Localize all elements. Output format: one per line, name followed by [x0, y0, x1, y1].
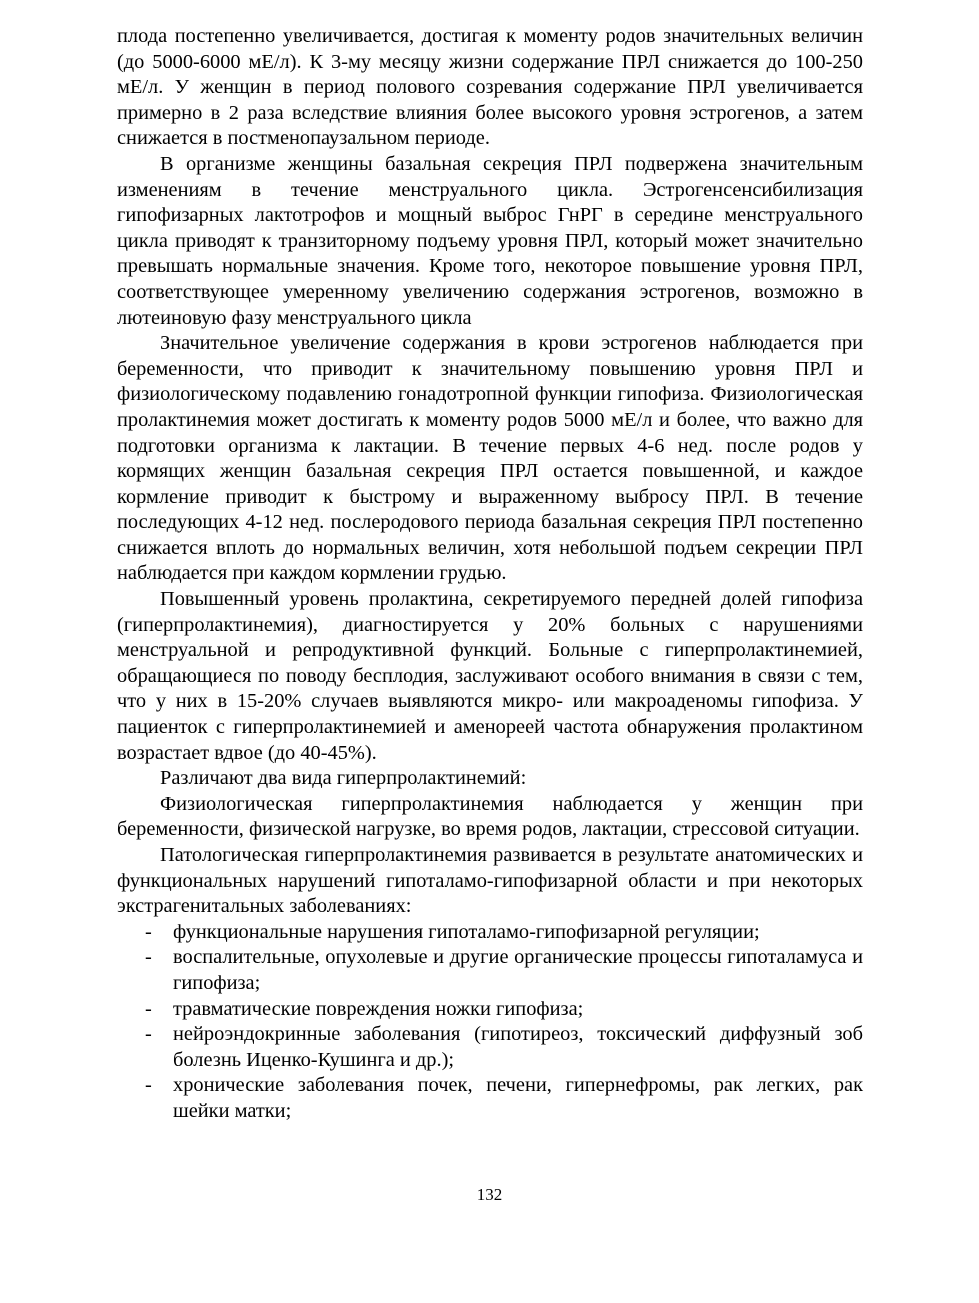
- list-bullet: -: [145, 946, 152, 969]
- list-bullet: -: [145, 1023, 152, 1046]
- list-item: [117, 997, 863, 1023]
- list-bullet: -: [145, 1074, 152, 1097]
- paragraph-7: Патологическая гиперпролактинемия развивается в результате анатомических и функциональных нарушений гипоталамо-гипофизарной области и при некоторых экстрагенитальных заболеваниях:: [117, 844, 863, 918]
- list-bullet: -: [145, 997, 152, 1020]
- list-item: [117, 1073, 863, 1124]
- document-page: [117, 24, 863, 1125]
- list-item-text: нейроэндокринные заболевания (гипотиреоз, токсический диффузный зоб болезнь Иценко-Кушинга и др.);: [173, 1023, 863, 1071]
- paragraph-3: Значительное увеличение содержания в крови эстрогенов наблюдается при беременности, что приводит к значительному повышению уровня ПРЛ и физиологическому подавлению гонадотропной функции гипофиза. Физиологическая пролактинемия может достигать к моменту родов 5000 мЕ/л и более, что важно для подготовки организма к лактации. В течение первых 4-6 нед. после родов у кормящих женщин базальная секреция ПРЛ остается повышенной, и каждое кормление приводит к быстрому и выраженному выбросу ПРЛ. В течение последующих 4-12 нед. послеродового периода базальная секреция ПРЛ постепенно снижается вплоть до нормальных величин, хотя небольшой подъем секреции ПРЛ наблюдается при каждом кормлении грудью.: [117, 332, 863, 585]
- list-item-text: функциональные нарушения гипоталамо-гипофизарной регуляции;: [173, 920, 760, 943]
- paragraph-2: В организме женщины базальная секреция ПРЛ подвержена значительным изменениям в течение менструального цикла. Эстрогенсенсибилизация гипофизарных лактотрофов и мощный выброс ГнРГ в середине менструального цикла приводят к транзиторному подъему уровня ПРЛ, который может значительно превышать нормальные значения. Кроме того, некоторое повышение уровня ПРЛ, соответствующее умеренному увеличению содержания эстрогенов, возможно в лютеиновую фазу менструального цикла: [117, 152, 863, 329]
- list-item: [117, 945, 863, 996]
- paragraph-5: Различают два вида гиперпролактинемий:: [160, 767, 527, 790]
- list-bullet: -: [145, 920, 152, 943]
- list-item: [117, 920, 863, 946]
- paragraph-6: Физиологическая гиперпролактинемия наблюдается у женщин при беременности, физической нагрузке, во время родов, лактации, стрессовой ситуации.: [117, 792, 863, 841]
- paragraph-4: Повышенный уровень пролактина, секретируемого передней долей гипофиза (гиперпролактинемия), диагностируется у 20% больных с нарушениями менструальной и репродуктивной функций. Больные с гиперпролактинемией, обращающиеся по поводу бесплодия, заслуживают особого внимания в связи с тем, что у них в 15-20% случаев выявляются микро- или макроаденомы гипофиза. У пациенток с гиперпролактинемией и аменореей частота обнаружения пролактином возрастает вдвое (до 40-45%).: [117, 588, 863, 764]
- conditions-list: [117, 920, 863, 1125]
- list-item-text: хронические заболевания почек, печени, гипернефромы, рак легких, рак шейки матки;: [173, 1074, 863, 1122]
- list-item-text: воспалительные, опухолевые и другие органические процессы гипоталамуса и гипофиза;: [173, 946, 863, 994]
- list-item-text: травматические повреждения ножки гипофиза;: [173, 997, 584, 1020]
- page-number: 132: [476, 1185, 503, 1204]
- paragraph-1: плода постепенно увеличивается, достигая к моменту родов значительных величин (до 5000-6000 мЕ/л). К 3-му месяцу жизни содержание ПРЛ снижается до 100-250 мЕ/л. У женщин в период полового созревания содержание ПРЛ увеличивается примерно в 2 раза вследствие влияния более высокого уровня эстрогенов, а затем снижается в постменопаузальном периоде.: [117, 25, 863, 150]
- list-item: [117, 1022, 863, 1073]
